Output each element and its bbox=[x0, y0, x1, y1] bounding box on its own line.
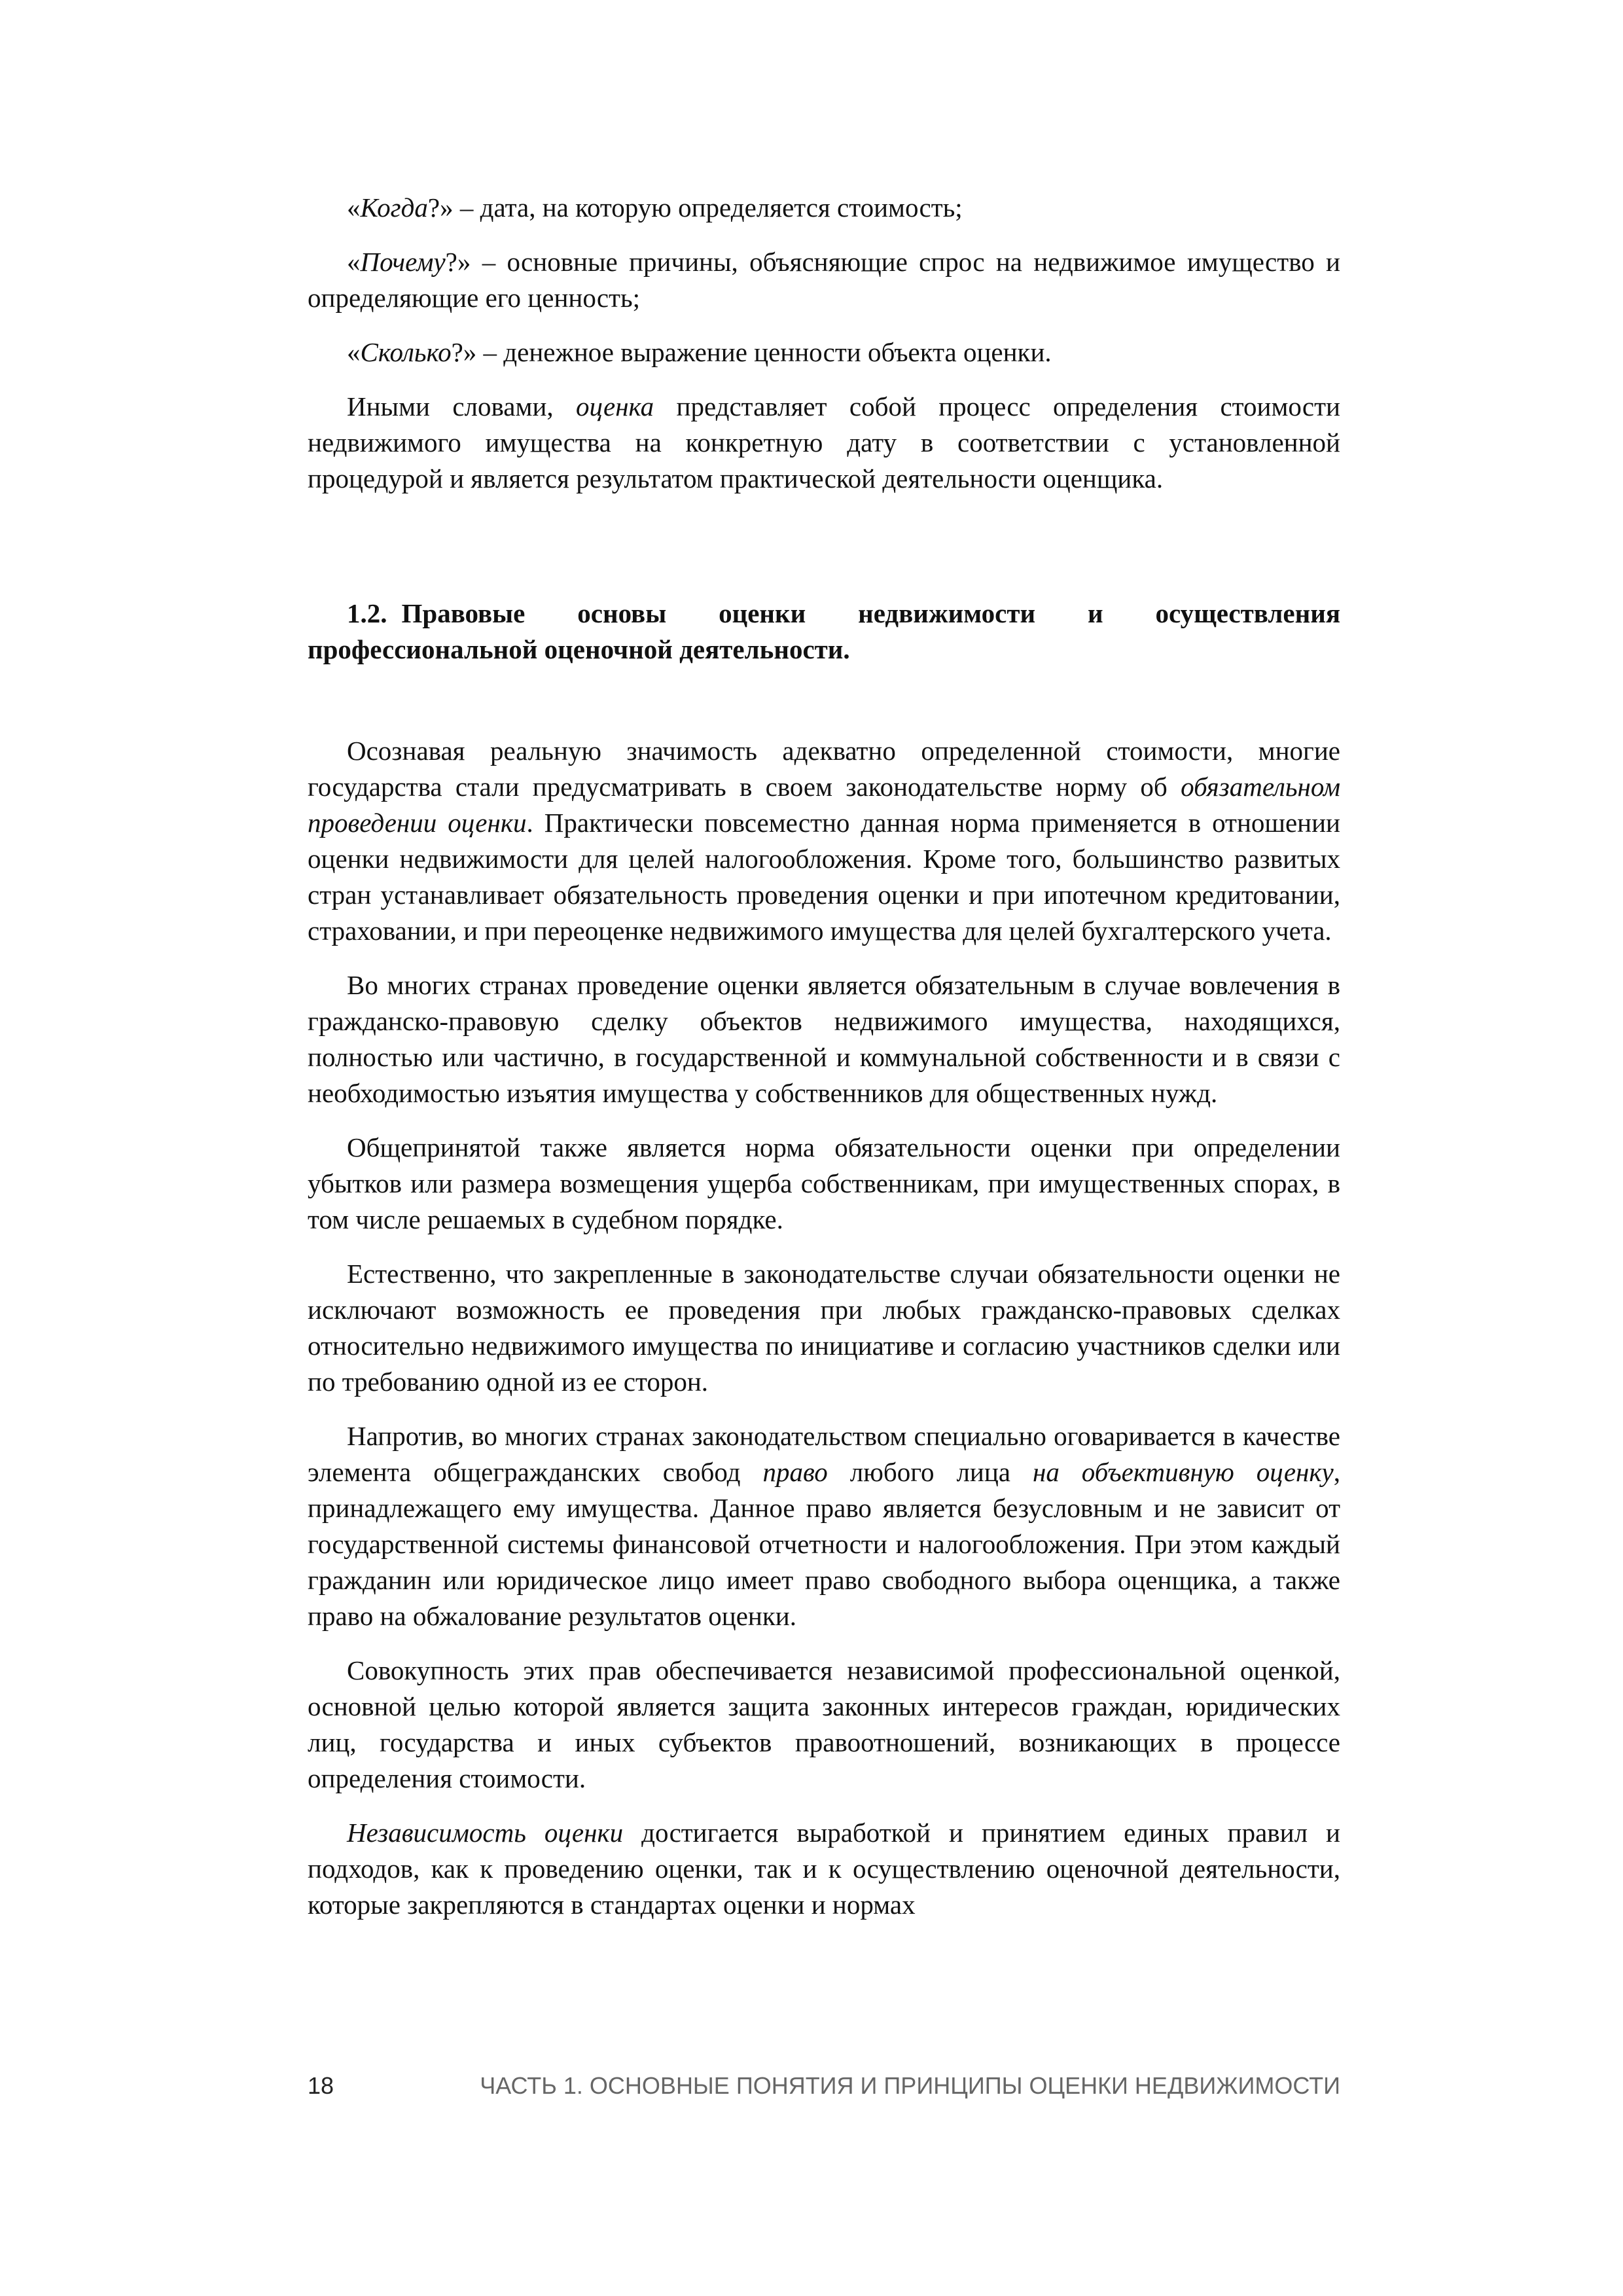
paragraph-definition: Иными словами, оценка представляет собой процесс определения стоимости недвижимого имущества на конкретную дату в соответствии с установленной процедурой и является результатом практической деятельности оценщика. bbox=[308, 391, 1340, 493]
paragraph-body-6: Совокупность этих прав обеспечивается независимой профессиональной оценкой, основной целью которой является защита законных интересов граждан, юридических лиц, государства и иных субъектов правоотношений, возникающих в процессе определения стоимости. bbox=[308, 1655, 1340, 1793]
section-heading bbox=[308, 596, 1340, 668]
paragraph-why: «Почему?» – основные причины, объясняющие спрос на недвижимое имущество и определяющие его ценность; bbox=[308, 247, 1340, 313]
paragraph-body-1: Осознавая реальную значимость адекватно определенной стоимости, многие государства стали предусматривать в своем законодательстве норму об обязательном проведении оценки. Практически повсеместно данная норма применяется в отношении оценки недвижимости для целей налогообложения. Кроме того, большинство развитых стран устанавливает обязательность проведения оценки и при ипотечном кредитовании, страховании, и при переоценке недвижимого имущества для целей бухгалтерского учета. bbox=[308, 736, 1340, 946]
paragraph-body-2: Во многих странах проведение оценки является обязательным в случае вовлечения в гражданско-правовую сделку объектов недвижимого имущества, находящихся, полностью или частично, в государственной и коммунальной собственности и в связи с необходимостью изъятия имущества у собственников для общественных нужд. bbox=[308, 970, 1340, 1108]
running-title: ЧАСТЬ 1. ОСНОВНЫЕ ПОНЯТИЯ И ПРИНЦИПЫ ОЦЕНКИ НЕДВИЖИМОСТИ bbox=[480, 2072, 1340, 2099]
paragraph-how-much: «Сколько?» – денежное выражение ценности объекта оценки. bbox=[347, 337, 1052, 367]
section-number: 1.2. bbox=[347, 598, 387, 628]
paragraph-body-3: Общепринятой также является норма обязательности оценки при определении убытков или размера возмещения ущерба собственникам, при имущественных спорах, в том числе решаемых в судебном порядке. bbox=[308, 1132, 1340, 1234]
paragraph-body-4: Естественно, что закрепленные в законодательстве случаи обязательности оценки не исключают возможность ее проведения при любых гражданско-правовых сделках относительно недвижимого имущества по инициативе и согласию участников сделки или по требованию одной из ее сторон. bbox=[308, 1259, 1340, 1397]
intro-text bbox=[308, 190, 1340, 497]
paragraph-when: «Когда?» – дата, на которую определяется стоимость; bbox=[347, 192, 963, 223]
page-footer bbox=[308, 2072, 1340, 2100]
section-title: Правовые основы оценки недвижимости и осуществления профессиональной оценочной деятельности. bbox=[308, 598, 1340, 664]
body-text bbox=[308, 733, 1340, 1923]
paragraph-body-5: Напротив, во многих странах законодательством специально оговаривается в качестве элемента общегражданских свобод право любого лица на объективную оценку, принадлежащего ему имущества. Данное право является безусловным и не зависит от государственной системы финансовой отчетности и налогообложения. При этом каждый гражданин или юридическое лицо имеет право свободного выбора оценщика, а также право на обжалование результатов оценки. bbox=[308, 1421, 1340, 1631]
page-number: 18 bbox=[308, 2072, 334, 2099]
paragraph-body-7: Независимость оценки достигается выработкой и принятием единых правил и подходов, как к проведению оценки, так и к осуществлению оценочной деятельности, которые закрепляются в стандартах оценки и нормах bbox=[308, 1818, 1340, 1920]
